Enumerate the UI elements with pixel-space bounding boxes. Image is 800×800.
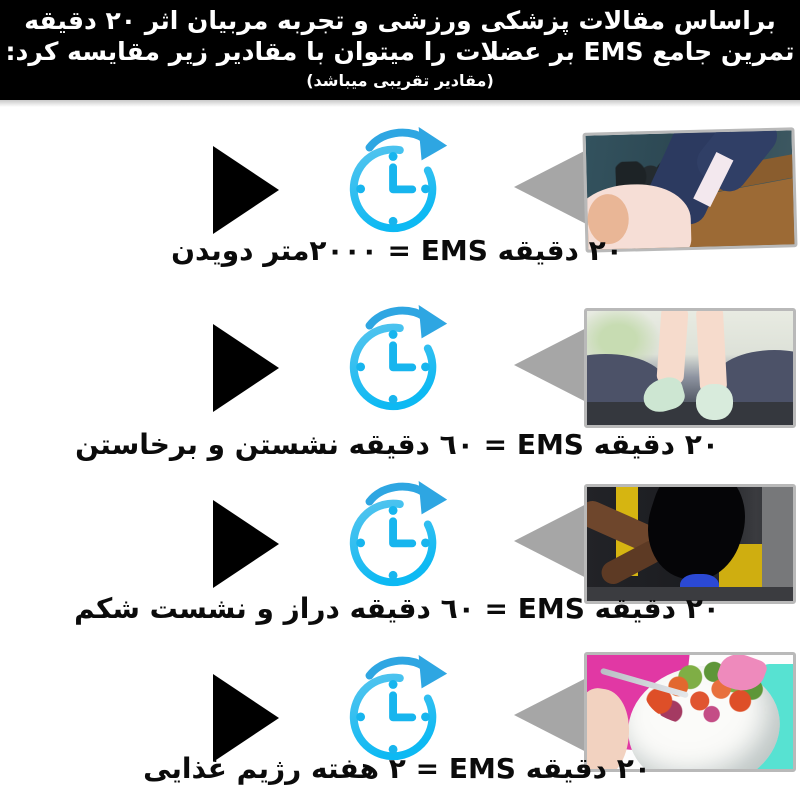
play-triangle-icon bbox=[213, 500, 279, 588]
comparison-row-running bbox=[0, 112, 800, 282]
comparison-row-sit-stand bbox=[0, 290, 800, 466]
photo-layer bbox=[696, 384, 733, 420]
row-caption: ٢٠ دقیقه EMS = ٢ هفته رژیم غذایی bbox=[143, 752, 651, 785]
clock-history-icon bbox=[336, 124, 458, 240]
photo-treadmill-walking bbox=[584, 308, 796, 428]
play-triangle-icon bbox=[213, 324, 279, 412]
comparison-row-situps bbox=[0, 466, 800, 638]
header-banner bbox=[0, 0, 800, 100]
photo-layer bbox=[696, 308, 727, 394]
row-caption: ٢٠ دقیقه EMS = ٦٠ دقیقه دراز و نشست شکم bbox=[74, 592, 720, 625]
comparison-row-diet bbox=[0, 640, 800, 798]
photo-layer bbox=[762, 487, 793, 601]
play-triangle-icon bbox=[213, 146, 279, 234]
photo-pushup-gym bbox=[584, 484, 796, 604]
header-note: (مقادیر تقریبی میباشد) bbox=[306, 71, 494, 90]
play-triangle-icon bbox=[213, 674, 279, 762]
photo-layer bbox=[587, 402, 793, 427]
header-line-2: تمرین جامع EMS بر عضلات را میتوان با مقادیر زیر مقایسه کرد: bbox=[5, 37, 795, 66]
clock-history-icon bbox=[336, 652, 458, 768]
header-line-1: براساس مقالات پزشکی ورزشی و تجربه مربیان اثر ٢٠ دقیقه bbox=[24, 6, 776, 35]
row-caption: ٢٠ دقیقه EMS = ٦٠ دقیقه نشستن و برخاستن bbox=[75, 428, 719, 461]
header-divider bbox=[0, 100, 800, 107]
clock-history-icon bbox=[336, 478, 458, 594]
photo-layer bbox=[656, 308, 688, 385]
clock-history-icon bbox=[336, 302, 458, 418]
row-caption: ٢٠ دقیقه EMS = ٢٠٠٠متر دویدن bbox=[171, 234, 623, 267]
